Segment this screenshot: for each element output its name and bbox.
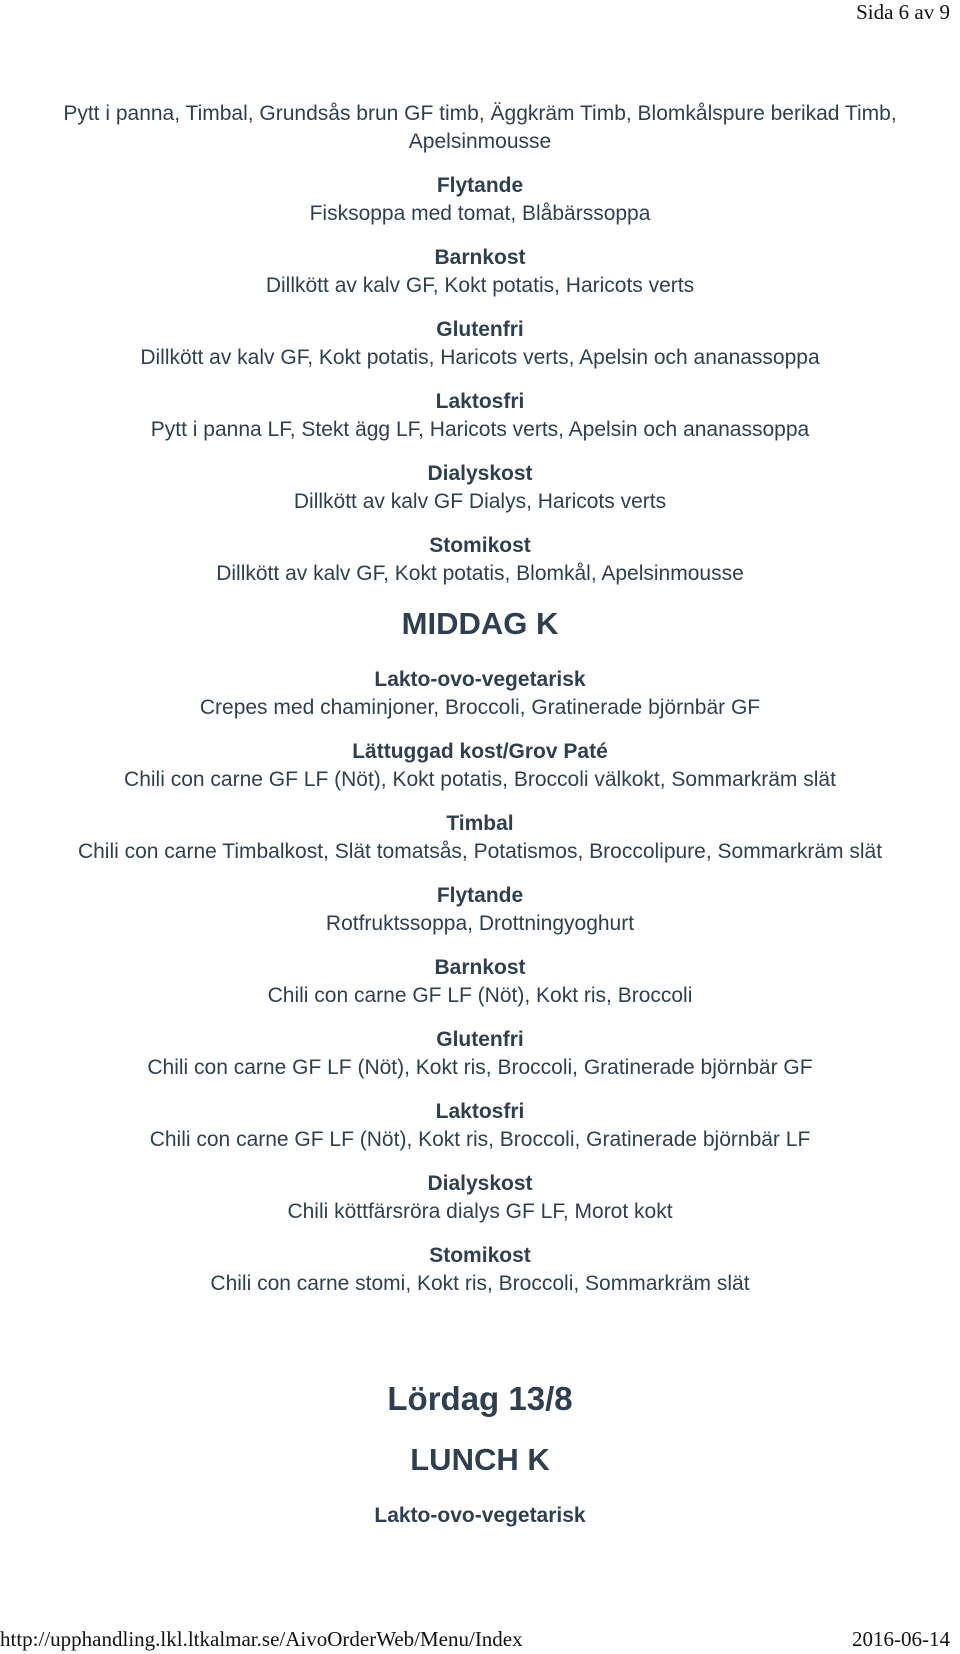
menu-items: Dillkött av kalv GF Dialys, Haricots verts — [293, 490, 667, 513]
menu-items: Chili con carne GF LF (Nöt), Kokt potatis, Broccoli välkokt, Sommarkräm slät — [124, 768, 836, 791]
menu-group — [0, 532, 960, 588]
dinner-heading: MIDDAG K — [401, 606, 559, 641]
category-label: Dialyskost — [427, 462, 533, 485]
menu-group — [0, 316, 960, 372]
menu-items: Dillkött av kalv GF, Kokt potatis, Blomkål, Apelsinmousse — [216, 562, 744, 585]
footer-date: 2016-06-14 — [852, 1627, 950, 1651]
menu-items: Pytt i panna LF, Stekt ägg LF, Haricots verts, Apelsin och ananassoppa — [150, 418, 810, 441]
menu-group — [0, 460, 960, 516]
category-label: Flytande — [436, 884, 524, 907]
menu-group — [0, 1026, 960, 1082]
menu-content — [0, 100, 960, 1530]
intro-group — [0, 100, 960, 156]
menu-group — [0, 1242, 960, 1298]
menu-group — [0, 388, 960, 444]
menu-items: Chili con carne GF LF (Nöt), Kokt ris, Broccoli, Gratinerade björnbär LF — [149, 1128, 811, 1151]
menu-items: Chili con carne stomi, Kokt ris, Broccoli, Sommarkräm slät — [210, 1272, 750, 1295]
category-label: Barnkost — [434, 246, 526, 269]
menu-items: Chili con carne Timbalkost, Slät tomatsås, Potatismos, Broccolipure, Sommarkräm slät — [77, 840, 883, 863]
day-heading: Lördag 13/8 — [387, 1380, 573, 1417]
intro-text: Pytt i panna, Timbal, Grundsås brun GF timb, Äggkräm Timb, Blomkålspure berikad Timb, Apelsinmousse — [63, 102, 897, 153]
category-label: Glutenfri — [436, 1028, 524, 1051]
category-label: Stomikost — [429, 534, 531, 557]
print-footer — [0, 1626, 960, 1654]
category-label: Dialyskost — [427, 1172, 533, 1195]
menu-items: Crepes med chaminjoner, Broccoli, Gratinerade björnbär GF — [199, 696, 761, 719]
category-label: Laktosfri — [435, 390, 525, 413]
menu-items: Rotfruktssoppa, Drottningyoghurt — [325, 912, 635, 935]
menu-items: Chili con carne GF LF (Nöt), Kokt ris, Broccoli — [267, 984, 693, 1007]
menu-group — [0, 666, 960, 722]
page-number: Sida 6 av 9 — [856, 0, 950, 24]
menu-group — [0, 810, 960, 866]
category-label: Barnkost — [434, 956, 526, 979]
category-label: Stomikost — [429, 1244, 531, 1267]
menu-group — [0, 738, 960, 794]
category-label: Timbal — [446, 812, 514, 835]
category-label: Lättuggad kost/Grov Paté — [352, 740, 608, 763]
lunch-list — [0, 172, 960, 588]
category-label: Laktosfri — [435, 1100, 525, 1123]
lunch-heading: LUNCH K — [410, 1442, 550, 1477]
menu-group — [0, 954, 960, 1010]
menu-group — [0, 244, 960, 300]
menu-group — [0, 882, 960, 938]
menu-group — [0, 172, 960, 228]
menu-items: Dillkött av kalv GF, Kokt potatis, Haricots verts, Apelsin och ananassoppa — [140, 346, 820, 369]
footer-url: http://upphandling.lkl.ltkalmar.se/AivoOrderWeb/Menu/Index — [0, 1627, 523, 1651]
category-label: Flytande — [436, 174, 524, 197]
menu-items: Chili köttfärsröra dialys GF LF, Morot kokt — [287, 1200, 673, 1223]
category-label: Lakto-ovo-vegetarisk — [374, 1504, 586, 1527]
menu-items: Fisksoppa med tomat, Blåbärssoppa — [309, 202, 651, 225]
category-label: Lakto-ovo-vegetarisk — [374, 668, 586, 691]
menu-group — [0, 1098, 960, 1154]
dinner-list — [0, 666, 960, 1298]
menu-items: Dillkött av kalv GF, Kokt potatis, Haricots verts — [265, 274, 695, 297]
menu-group — [0, 1170, 960, 1226]
category-label: Glutenfri — [436, 318, 524, 341]
menu-items: Chili con carne GF LF (Nöt), Kokt ris, Broccoli, Gratinerade björnbär GF — [147, 1056, 813, 1079]
